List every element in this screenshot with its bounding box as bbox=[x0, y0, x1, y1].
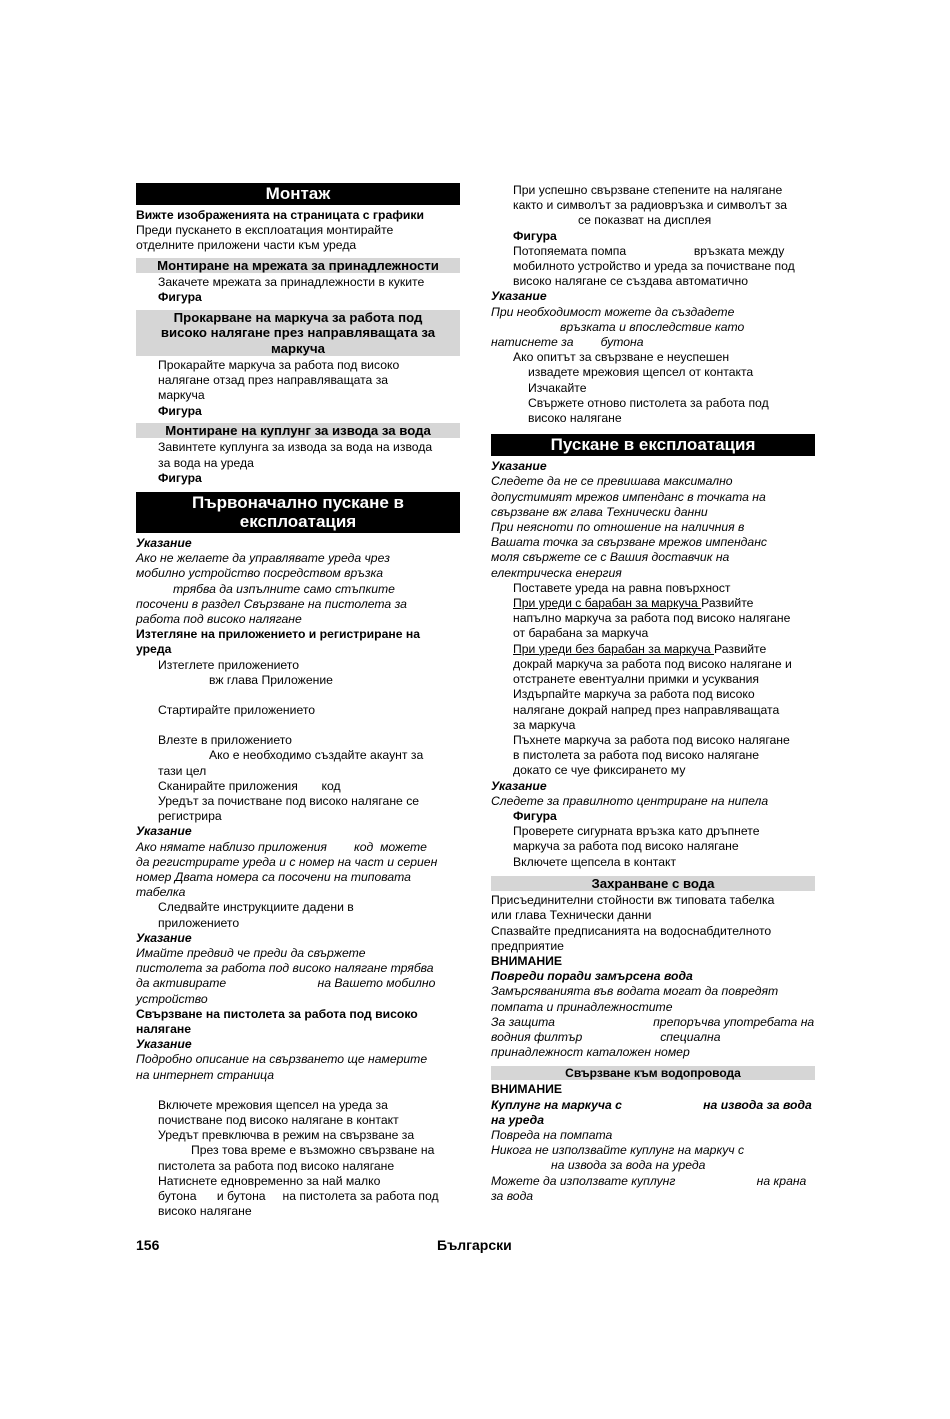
section-title-first-start bbox=[136, 492, 460, 533]
page-number: 156 bbox=[136, 1237, 160, 1253]
note-heading: Указание bbox=[491, 289, 547, 304]
note-text: допустимият мрежов импенданс в точката на bbox=[491, 489, 766, 504]
note-text: Следете да не се превишава максимално bbox=[491, 474, 733, 489]
note-text: Вашата точка за свързване мрежов импенданс bbox=[491, 535, 767, 550]
step-text: Изтеглете приложението bbox=[158, 657, 299, 672]
note-text: електрическа енергия bbox=[491, 565, 622, 580]
note-text: При необходимост можете да създадете bbox=[491, 304, 735, 319]
text-line: Ако опитът за свързване е неуспешен bbox=[513, 350, 730, 365]
text-line: мобилното устройство и уреда за почистване под bbox=[513, 259, 795, 274]
text-line: извадете мрежовия щепсел от контакта bbox=[528, 365, 754, 380]
step-text: вж глава Приложение bbox=[209, 672, 333, 687]
text-line: отделните приложени части към уреда bbox=[136, 238, 357, 253]
step-text: почистване под високо налягане в контакт bbox=[158, 1113, 399, 1128]
step-text: Уредът превключва в режим на свързване за bbox=[158, 1128, 415, 1143]
subheading-app: уреда bbox=[136, 642, 172, 657]
note-text: свързване вж глава Технически данни bbox=[491, 504, 708, 519]
step-text: Следвайте инструкциите дадени в bbox=[158, 900, 354, 915]
text-line: Преди пускането в експлоатация монтирайте bbox=[136, 223, 394, 238]
warning-text: помпата и принадлежностите bbox=[491, 999, 673, 1014]
text-line: налягане отзад през направляващата за bbox=[158, 373, 389, 388]
text-line: маркуча bbox=[158, 388, 205, 403]
heading-line: маркуча bbox=[271, 340, 325, 356]
text-line: се показват на дисплея bbox=[578, 213, 712, 228]
text-line: Прокарайте маркуча за работа под високо bbox=[158, 358, 400, 373]
step-text: в пистолета за работа под високо налягане bbox=[513, 748, 760, 763]
step-text: Уредът за почистване под високо налягане се bbox=[158, 793, 420, 808]
step-text: пистолета за работа под високо налягане bbox=[158, 1158, 395, 1173]
figure-label: Фигура bbox=[513, 808, 557, 823]
text-line: Закачете мрежата за принадлежности в куките bbox=[158, 275, 425, 290]
step-text: маркуча за работа под високо налягане bbox=[513, 839, 739, 854]
figure-label: Фигура bbox=[158, 470, 202, 485]
note-text: на интернет страница bbox=[136, 1067, 274, 1082]
step-text: Влезте в приложението bbox=[158, 733, 292, 748]
step-text: налягане докрай напред през направляващата bbox=[513, 702, 780, 717]
graphics-reference: Вижте изображенията на страницата с графики bbox=[136, 208, 424, 222]
note-text: Имайте предвид че преди да свържете bbox=[136, 946, 366, 961]
step-text-cont: Развийте bbox=[701, 596, 754, 611]
step-text: от барабана за маркуча bbox=[513, 626, 649, 641]
step-text: Включете щепсела в контакт bbox=[513, 854, 677, 869]
step-text: бутона и бутона на пистолета за работа под bbox=[158, 1189, 439, 1204]
note-text: натиснете за бутона bbox=[491, 335, 644, 350]
warning-text: Можете да използвате куплунг на крана bbox=[491, 1173, 807, 1188]
step-text: отстранете евентуални примки и усуквания bbox=[513, 672, 760, 687]
right-column bbox=[491, 183, 815, 1204]
text-line: Потопяемата помпа връзката между bbox=[513, 243, 785, 258]
note-heading: Указание bbox=[136, 824, 192, 839]
heading-line: Прокарване на маркуча за работа под bbox=[173, 309, 423, 325]
text-line: високо налягане се създава автоматично bbox=[513, 274, 749, 289]
step-text-cont: Развийте bbox=[714, 641, 767, 656]
note-text: да активирате на Вашето мобилно bbox=[136, 976, 436, 991]
step-text: Пъхнете маркуча за работа под високо налягане bbox=[513, 732, 790, 747]
note-text: мобилно устройство посредством връзка bbox=[136, 566, 384, 581]
figure-label: Фигура bbox=[158, 403, 202, 418]
warning-text: Повреда на помпата bbox=[491, 1128, 613, 1143]
step-text: Сканирайте приложения код bbox=[158, 778, 341, 793]
step-text bbox=[491, 642, 815, 657]
blank-line bbox=[136, 688, 460, 703]
step-text: През това време е възможно свързване на bbox=[191, 1143, 435, 1158]
text-line: или глава Технически данни bbox=[491, 908, 652, 923]
subsection-title-water-coupling: Монтиране на куплунг за извода за вода bbox=[136, 423, 460, 439]
warning-heading: на уреда bbox=[491, 1112, 544, 1127]
note-text: моля свържете се с Вашия доставчик на bbox=[491, 550, 730, 565]
step-text: регистрира bbox=[158, 809, 222, 824]
subsection-title-accessory-net: Монтиране на мрежата за принадлежности bbox=[136, 258, 460, 274]
step-text: Поставете уреда на равна повърхност bbox=[513, 580, 731, 595]
subsection-title-water-pipe: Свързване към водопровода bbox=[491, 1066, 815, 1080]
warning-text: Замърсяванията във водата могат да повредят bbox=[491, 984, 779, 999]
note-heading: Указание bbox=[136, 930, 192, 945]
note-text: Ако нямате наблизо приложения код можете bbox=[136, 839, 427, 854]
step-text: докрай маркуча за работа под високо налягане и bbox=[513, 656, 792, 671]
step-text: за маркуча bbox=[513, 717, 576, 732]
heading-line: високо налягане през направляващата за bbox=[160, 325, 436, 341]
note-text: Подробно описание на свързването ще намерите bbox=[136, 1052, 428, 1067]
step-text: докато се чуе фиксирането му bbox=[513, 763, 686, 778]
warning-text: За защита препоръчва употребата на bbox=[491, 1014, 815, 1029]
section-title-montazh: Монтаж bbox=[136, 183, 460, 205]
warning-text: на извода за вода на уреда bbox=[551, 1158, 706, 1173]
warning-text: принадлежност каталожен номер bbox=[491, 1045, 690, 1060]
heading-line: Първоначално пускане в bbox=[191, 492, 405, 512]
step-text: Проверете сигурната връзка като дръпнете bbox=[513, 824, 760, 839]
warning-text: за вода bbox=[491, 1188, 534, 1203]
note-text: да регистрирате уреда и с номер на част и сериен bbox=[136, 854, 438, 869]
underlined-condition: При уреди с барабан за маркуча bbox=[513, 596, 702, 611]
note-text: работа под високо налягане bbox=[136, 611, 302, 626]
text-line: Изчакайте bbox=[528, 380, 587, 395]
note-heading: Указание bbox=[136, 535, 192, 550]
underlined-condition: При уреди без барабан за маркуча bbox=[513, 641, 715, 656]
warning-heading: Куплунг на маркуча с на извода за вода bbox=[491, 1097, 812, 1112]
note-text: посочени в раздел Свързване на пистолета за bbox=[136, 596, 407, 611]
blank-line bbox=[136, 718, 460, 733]
step-text: Натиснете едновременно за най малко bbox=[158, 1173, 381, 1188]
text-line: Спазвайте предписанията на водоснабдителното bbox=[491, 923, 772, 938]
warning-label: ВНИМАНИЕ bbox=[491, 954, 563, 969]
note-heading: Указание bbox=[491, 459, 547, 474]
note-text: връзката и впоследствие като bbox=[560, 319, 745, 334]
left-column bbox=[136, 183, 460, 1219]
step-text: Стартирайте приложението bbox=[158, 702, 316, 717]
figure-label: Фигура bbox=[158, 290, 202, 305]
subheading-app: Изтегляне на приложението и регистриране на bbox=[136, 627, 421, 642]
note-text: номер Двата номера са посочени на типовата bbox=[136, 870, 411, 884]
note-text: Ако не желаете да управлявате уреда чрез bbox=[136, 551, 390, 566]
section-title-operation: Пускане в експлоатация bbox=[491, 434, 815, 456]
step-text: напълно маркуча за работа под високо налягане bbox=[513, 611, 791, 626]
blank-line bbox=[136, 1083, 460, 1098]
step-text bbox=[491, 596, 815, 611]
subheading-connect: Свързване на пистолета за работа под високо bbox=[136, 1006, 418, 1021]
note-heading: Указание bbox=[136, 1037, 192, 1052]
warning-text: Никога не използвайте куплунг на маркуч с bbox=[491, 1143, 745, 1158]
subheading-connect: налягане bbox=[136, 1022, 191, 1037]
note-text: пистолета за работа под високо налягане трябва bbox=[136, 961, 434, 976]
note-text: Следете за правилното центриране на нипела bbox=[491, 793, 769, 808]
text-line: Завинтете куплунга за извода за вода на извода bbox=[158, 440, 433, 455]
text-line: както и символът за радиовръзка и символът за bbox=[513, 198, 788, 213]
subsection-title-hose-guide bbox=[136, 310, 460, 357]
text-line: Присъединителни стойности вж типовата табелка bbox=[491, 893, 775, 908]
note-text: трябва да изпълните само стъпките bbox=[173, 581, 395, 596]
figure-label: Фигура bbox=[513, 228, 557, 243]
page-language: Български bbox=[437, 1237, 512, 1253]
text-line: предприятие bbox=[491, 938, 564, 953]
text-line: за вода на уреда bbox=[158, 455, 254, 470]
text-line: високо налягане bbox=[528, 411, 622, 426]
step-text: високо налягане bbox=[158, 1204, 252, 1219]
note-text: При неясноти по отношение на наличния в bbox=[491, 520, 745, 535]
step-text: приложението bbox=[158, 915, 240, 930]
step-text: Включете мрежовия щепсел на уреда за bbox=[158, 1097, 388, 1112]
note-text: табелка bbox=[136, 885, 186, 900]
warning-label: ВНИМАНИЕ bbox=[491, 1082, 563, 1097]
note-text: устройство bbox=[136, 991, 208, 1006]
step-text: Издърпайте маркуча за работа под високо bbox=[513, 687, 755, 702]
heading-line: експлоатация bbox=[239, 511, 357, 531]
step-text: тази цел bbox=[158, 763, 207, 778]
warning-text: водния филтър специална bbox=[491, 1030, 721, 1045]
warning-heading: Повреди поради замърсена вода bbox=[491, 969, 693, 984]
note-heading: Указание bbox=[491, 778, 547, 793]
text-line: При успешно свързване степените на налягане bbox=[513, 183, 783, 197]
text-line: Свържете отново пистолета за работа под bbox=[528, 395, 769, 410]
step-text: Ако е необходимо създайте акаунт за bbox=[209, 748, 424, 763]
subsection-title-water-supply: Захранване с вода bbox=[491, 876, 815, 892]
